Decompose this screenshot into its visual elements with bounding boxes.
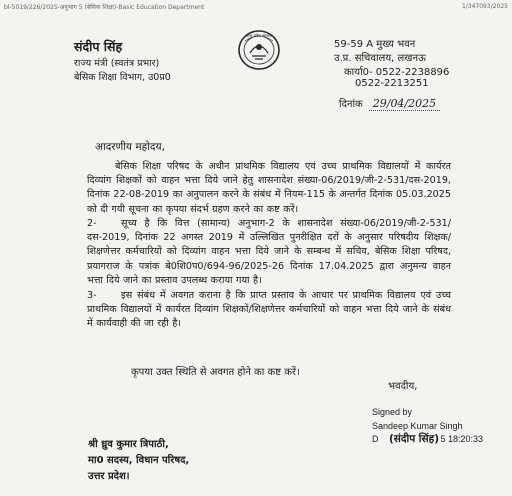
reference-line bbox=[4, 3, 508, 11]
closing-line: कृपया उक्त स्थिति से अवगत होने का कष्ट करें। bbox=[131, 367, 300, 378]
address-line-2: उ.प्र. सचिवालय, लखनऊ bbox=[334, 53, 426, 64]
paragraph-3 bbox=[87, 289, 451, 332]
paragraph-1 bbox=[87, 160, 451, 217]
recipient-name: श्री ध्रुव कुमार त्रिपाठी, bbox=[88, 439, 169, 450]
salutation: आदरणीय महोदय, bbox=[95, 141, 165, 153]
emblem-caption: उत्तर प्रदेश सरकार bbox=[245, 33, 273, 38]
address-line-1: 59-59 A मुख्य भवन bbox=[334, 39, 416, 50]
address-phone-1: कार्या0- 0522-2238896 bbox=[344, 67, 450, 78]
paragraph-1-text: बेसिक शिक्षा परिषद के अधीन प्राथमिक विद्यालय एवं उच्च प्राथमिक विद्यालयों में कार्यरत दिव्यांग शिक्षकों को वाहन भत्ता दिये जाने हेतु शासनादेश संख्या-06/2019/जी-2-531/दस-2019, दिनांक 22-08-2019 का अनुपालन करने के संबंध में नियम-115 के अन्तर्गत दिनांक 05.03.2025 को दी गयी सूचना का कृपया संदर्भ ग्रहण करने का कष्ट करें। bbox=[87, 161, 451, 215]
valediction: भवदीय, bbox=[388, 381, 418, 392]
reference-right: 1/347093/2025 bbox=[461, 3, 508, 10]
signature-date-prefix: D bbox=[372, 434, 379, 444]
date-value: 29/04/2025 bbox=[369, 97, 440, 111]
signer-name: Sandeep Kumar Singh bbox=[372, 420, 463, 431]
signed-by-label: Signed by bbox=[372, 407, 413, 417]
recipient-state: उत्तर प्रदेश। bbox=[88, 471, 130, 482]
recipient-designation: मा0 सदस्य, विधान परिषद, bbox=[88, 455, 190, 466]
signature-overlay-name: (संदीप सिंह) bbox=[389, 433, 440, 445]
sender-title: राज्य मंत्री (स्वतंत्र प्रभार) bbox=[74, 58, 160, 69]
paragraph-3-text: इस संबंध में अवगत कराना है कि प्राप्त प्रस्ताव के आधार पर प्राथमिक विद्यालय एवं उच्च प्राथमिक विद्यालयों में कार्यरत दिव्यांग शिक्षकों/शिक्षणेत्तर कर्मचारियों को वाहन भत्ता दिये जाने के संबंध में कार्यवाही की जा रही है। bbox=[87, 290, 451, 330]
sender-department: बेसिक शिक्षा विभाग, उ0प्र0 bbox=[74, 72, 171, 83]
address-phone-2: 0522-2213251 bbox=[355, 78, 429, 89]
date-row bbox=[339, 96, 440, 111]
signature-date-suffix: 5 18:20:33 bbox=[440, 434, 484, 444]
paragraph-3-number: 3- bbox=[87, 290, 97, 301]
sender-name: संदीप सिंह bbox=[74, 39, 123, 54]
paragraph-2-text: सूच्य है कि वित्त (सामान्य) अनुभाग-2 के शासनादेश संख्या-06/2019/जी-2-531/दस-2019, दिनांक 22 अगस्त 2019 में उल्लिखित पुनरीक्षित दरों के अनुसार परिषदीय शिक्षक/शिक्षणेत्तर कर्मचारियों को दिव्यांग वाहन भत्ता दिये जाने के सम्बन्ध में सचिव, बेसिक शिक्षा परिषद, प्रयागराज के पत्रांक बे0शि0प0/694-96/2025-26 दिनांक 17.04.2025 द्वारा अनुमन्य वाहन भत्ता दिये जाने का प्रस्ताव उपलब्ध कराया गया है। bbox=[87, 218, 451, 286]
state-emblem-icon bbox=[237, 29, 281, 71]
paragraph-2-number: 2- bbox=[87, 218, 97, 229]
date-label: दिनांक bbox=[339, 99, 363, 110]
reference-left: bl-5019/226/2025-अनुभाग 5 (बेसिक शिक्षा)-Basic Education Department bbox=[4, 4, 205, 11]
paragraph-2 bbox=[87, 217, 451, 288]
